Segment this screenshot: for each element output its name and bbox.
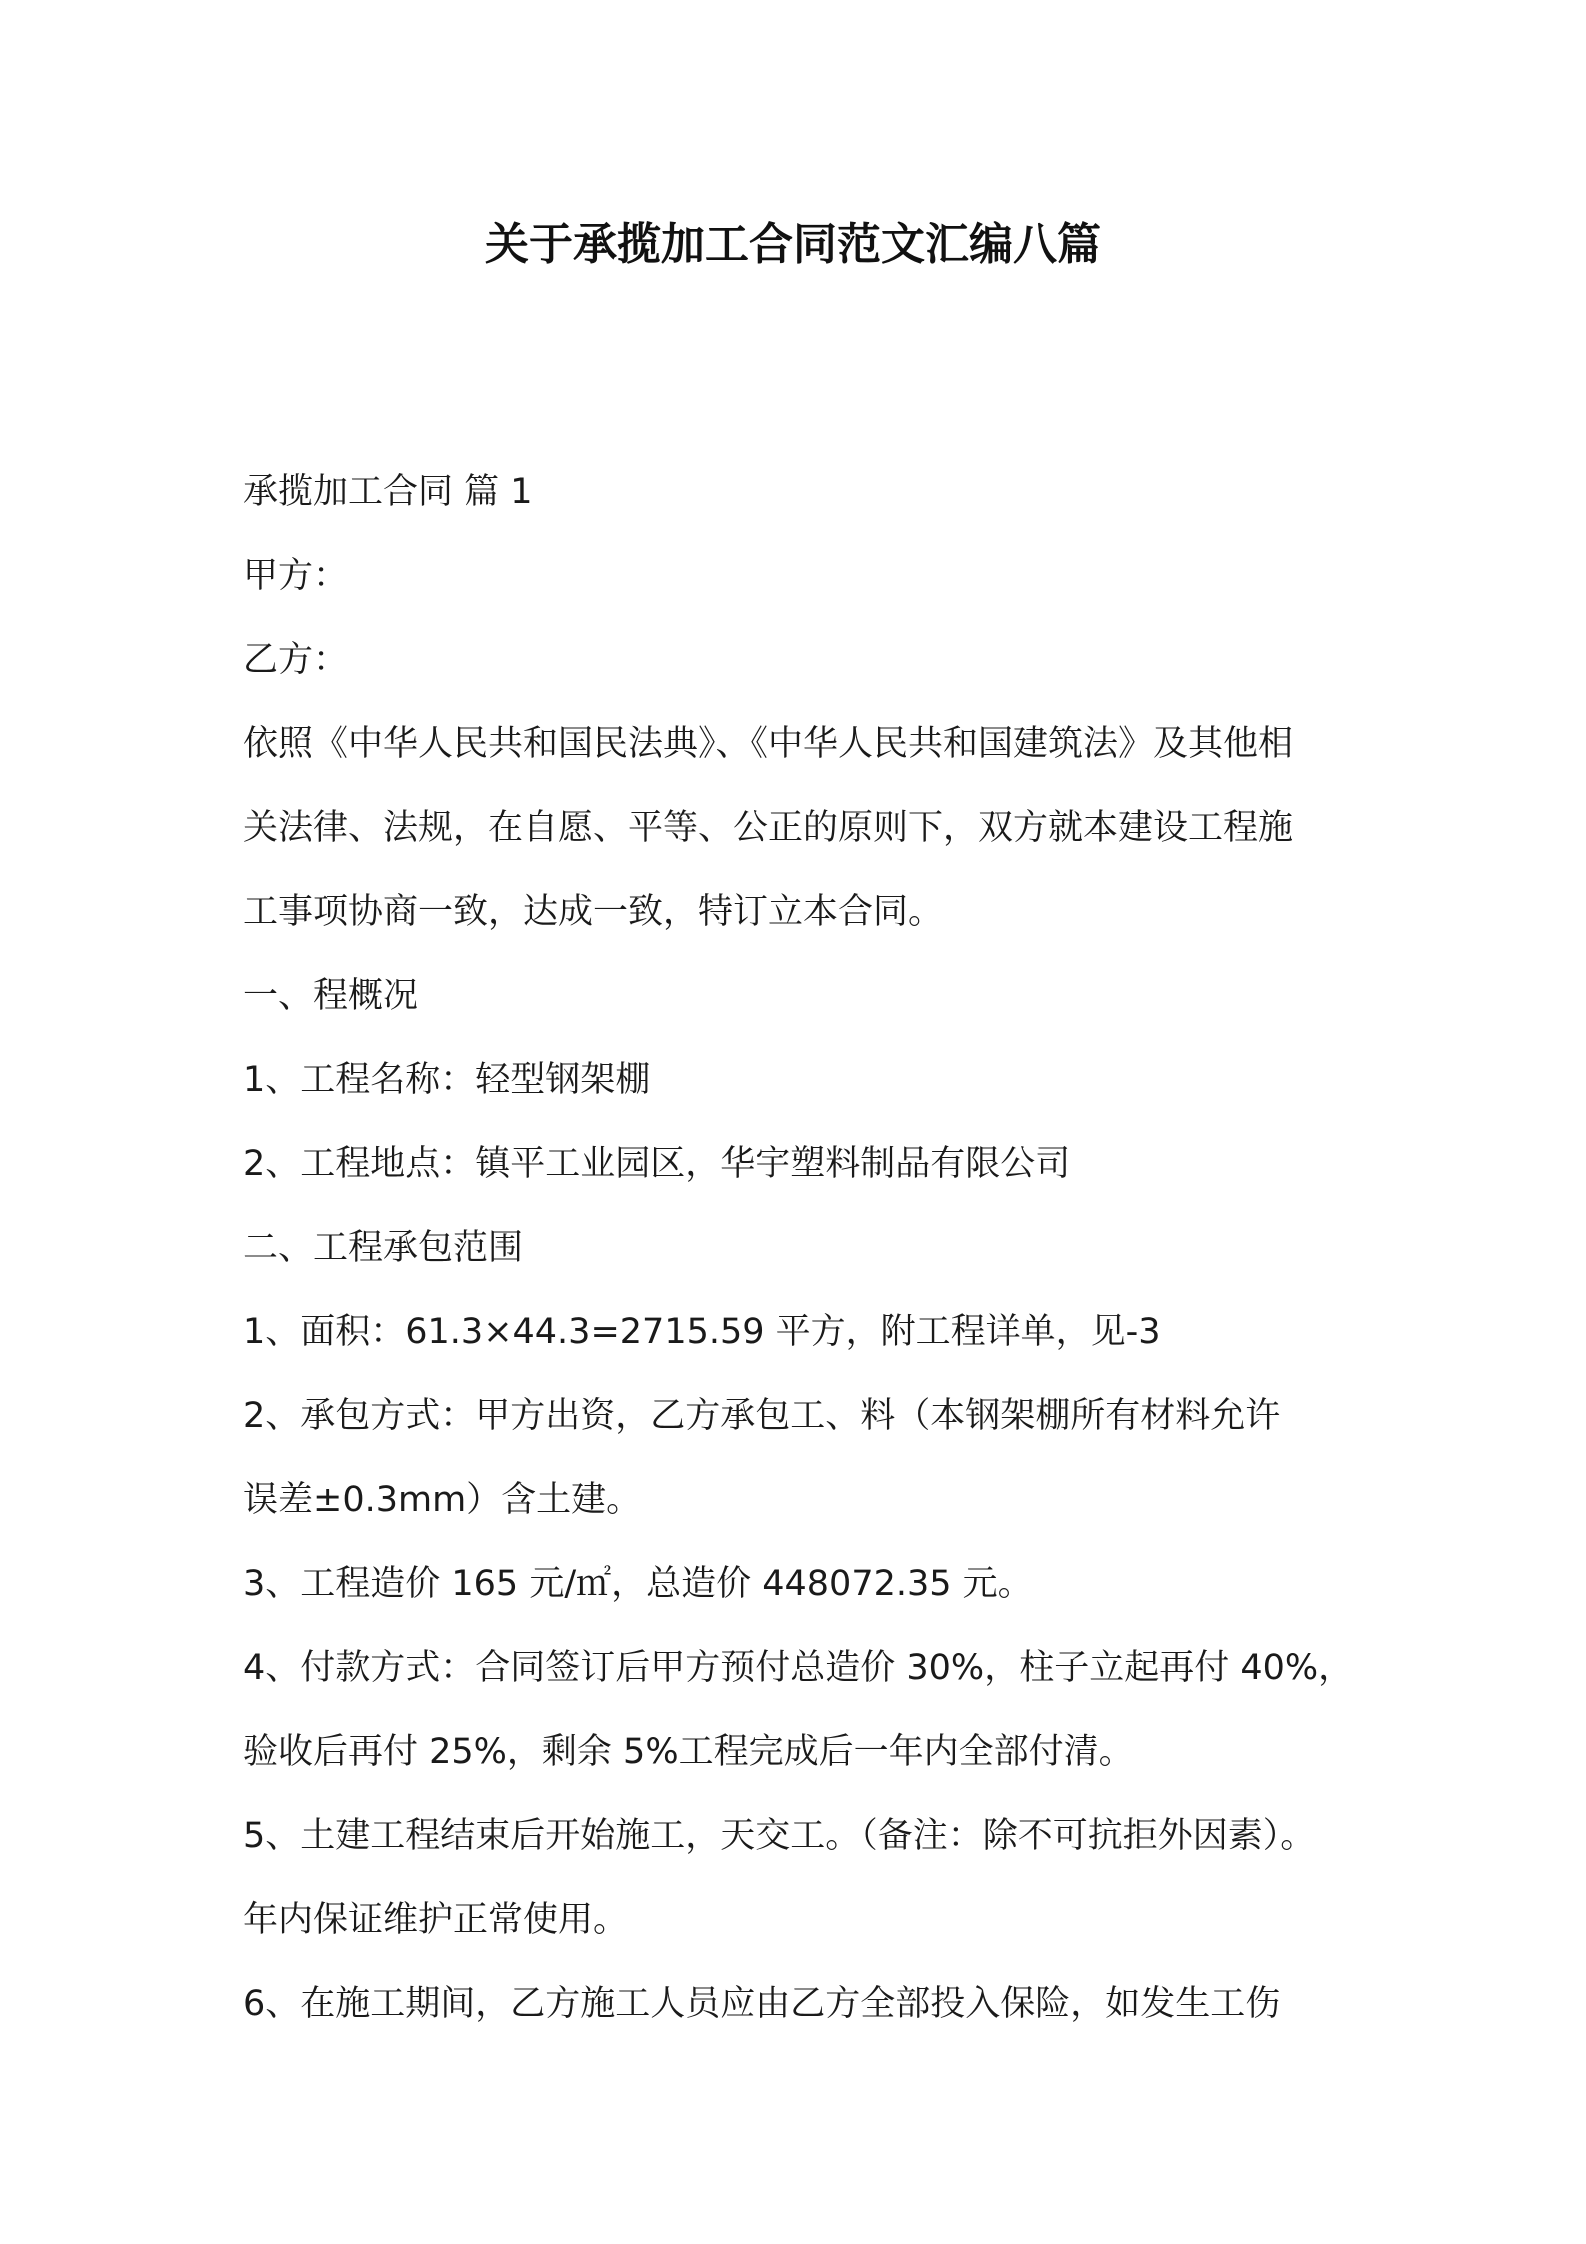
project-name-line: 1、工程名称：轻型钢架棚 xyxy=(243,1060,651,1100)
preamble-line-1: 依照《中华人民共和国民法典》、《中华人民共和国建筑法》及其他相 xyxy=(243,724,1294,764)
payment-method-line-2: 验收后再付 25%，剩余 5%工程完成后一年内全部付清。 xyxy=(243,1732,1134,1772)
schedule-line-2: 年内保证维护正常使用。 xyxy=(243,1900,629,1940)
party-a-line: 甲方： xyxy=(243,556,349,596)
insurance-line: 6、在施工期间，乙方施工人员应由乙方全部投入保险，如发生工伤 xyxy=(243,1984,1281,2024)
contract-method-line-1: 2、承包方式：甲方出资，乙方承包工、料（本钢架棚所有材料允许 xyxy=(243,1396,1281,1436)
section-1-heading: 一、程概况 xyxy=(243,976,419,1016)
payment-method-line-1: 4、付款方式：合同签订后甲方预付总造价 30%，柱子立起再付 40%， xyxy=(243,1648,1354,1688)
section-heading-part-1: 承揽加工合同 篇 1 xyxy=(243,472,533,512)
schedule-line-1: 5、土建工程结束后开始施工，天交工。（备注：除不可抗拒外因素）。 xyxy=(243,1816,1316,1856)
preamble-line-2: 关法律、法规，在自愿、平等、公正的原则下，双方就本建设工程施 xyxy=(243,808,1294,848)
document-body xyxy=(243,450,1353,2046)
party-b-line: 乙方： xyxy=(243,640,349,680)
preamble-line-3: 工事项协商一致，达成一致，特订立本合同。 xyxy=(243,892,944,932)
project-location-line: 2、工程地点：镇平工业园区，华宇塑料制品有限公司 xyxy=(243,1144,1071,1184)
contract-method-line-2: 误差±0.3mm）含土建。 xyxy=(243,1480,642,1520)
section-2-heading: 二、工程承包范围 xyxy=(243,1228,524,1268)
project-cost-line: 3、工程造价 165 元/㎡，总造价 448072.35 元。 xyxy=(243,1564,1033,1604)
area-line: 1、面积：61.3×44.3=2715.59 平方，附工程详单，见-3 xyxy=(243,1312,1161,1352)
document-title: 关于承揽加工合同范文汇编八篇 xyxy=(485,219,1101,270)
